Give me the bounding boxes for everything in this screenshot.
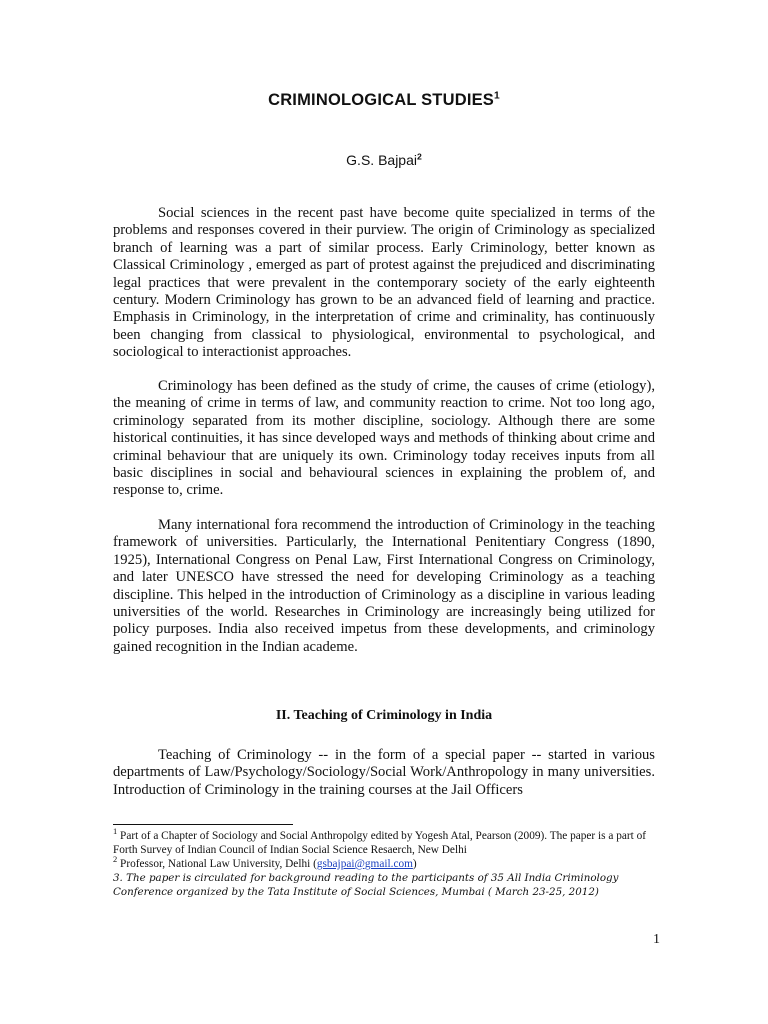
- document-title: [0, 91, 768, 110]
- author-email-link[interactable]: gsbajpai@gmail.com: [316, 858, 413, 870]
- footnote-2: [113, 854, 658, 871]
- footnote-2-marker: 2: [113, 854, 118, 865]
- footnote-1-text: Part of a Chapter of Sociology and Social Anthropolgy edited by Yogesh Atal, Pearson (2009). The paper is a part of Forth Survey of Indian Council of Indian Social Science Resaerch, New Delhi: [113, 830, 647, 856]
- footnote-1: [113, 826, 658, 857]
- footnote-2-close: ): [412, 858, 417, 870]
- body-paragraph-2: Criminology has been defined as the study of crime, the causes of crime (etiology), the meaning of crime in terms of law, and community reaction to crime. Not too long ago, criminology separated from its mother discipline, sociology. Although there are some historical continuities, it has since developed ways and methods of thinking about crime and criminal behaviour that are uniquely its own. Criminology today receives inputs from all basic disciplines in social and behavioural sciences in explaining the problem of, and response to, crime.: [113, 378, 655, 499]
- author-name: G.S. Bajpai: [346, 152, 417, 168]
- footnote-3: 3. The paper is circulated for background reading to the participants of 35 All India Criminology Conference organized by the Tata Institute of Social Sciences, Mumbai ( March 23-25, 2012): [113, 872, 619, 898]
- page-number: 1: [653, 932, 660, 947]
- footnote-2-text: Professor, National Law University, Delhi (: [117, 858, 317, 870]
- title-footnote-ref[interactable]: 1: [494, 90, 500, 102]
- body-paragraph-1: Social sciences in the recent past have become quite specialized in terms of the problems and responses covered in their purview. The origin of Criminology as specialized branch of learning was a part of similar process. Early Criminology, better known as Classical Criminology , emerged as part of protest against the prejudiced and discriminating legal practices that were prevalent in the contemporary society of the early eighteenth century. Modern Criminology has grown to be an advanced field of learning and practice. Emphasis in Criminology, in the interpretation of crime and criminality, has continuously been changing from classical to physiological, environmental to psychological, and sociological to interactionist approaches.: [113, 205, 655, 361]
- section-paragraph: Teaching of Criminology -- in the form of a special paper -- started in various departments of Law/Psychology/Sociology/Social Work/Anthropology in many universities. Introduction of Criminology in the training courses at the Jail Officers: [113, 747, 655, 798]
- author-line: [0, 152, 768, 168]
- section-heading: II. Teaching of Criminology in India: [275, 708, 493, 723]
- footnotes: [113, 826, 658, 899]
- body-paragraph-3: Many international fora recommend the introduction of Criminology in the teaching framework of universities. Particularly, the International Penitentiary Congress (1890, 1925), International Congress on Penal Law, First International Congress on Criminology, and later UNESCO have stressed the need for developing Criminology as a teaching discipline. This helped in the introduction of Criminology as a discipline in various leading universities of the world. Researches in Criminology are increasingly being utilized for policy purposes. India also received impetus from these developments, and criminology gained recognition in the Indian academe.: [113, 517, 655, 655]
- author-footnote-ref[interactable]: 2: [417, 151, 422, 162]
- footnote-1-marker: 1: [113, 826, 118, 837]
- title-text: CRIMINOLOGICAL STUDIES: [268, 91, 495, 109]
- footnote-divider: [113, 824, 293, 825]
